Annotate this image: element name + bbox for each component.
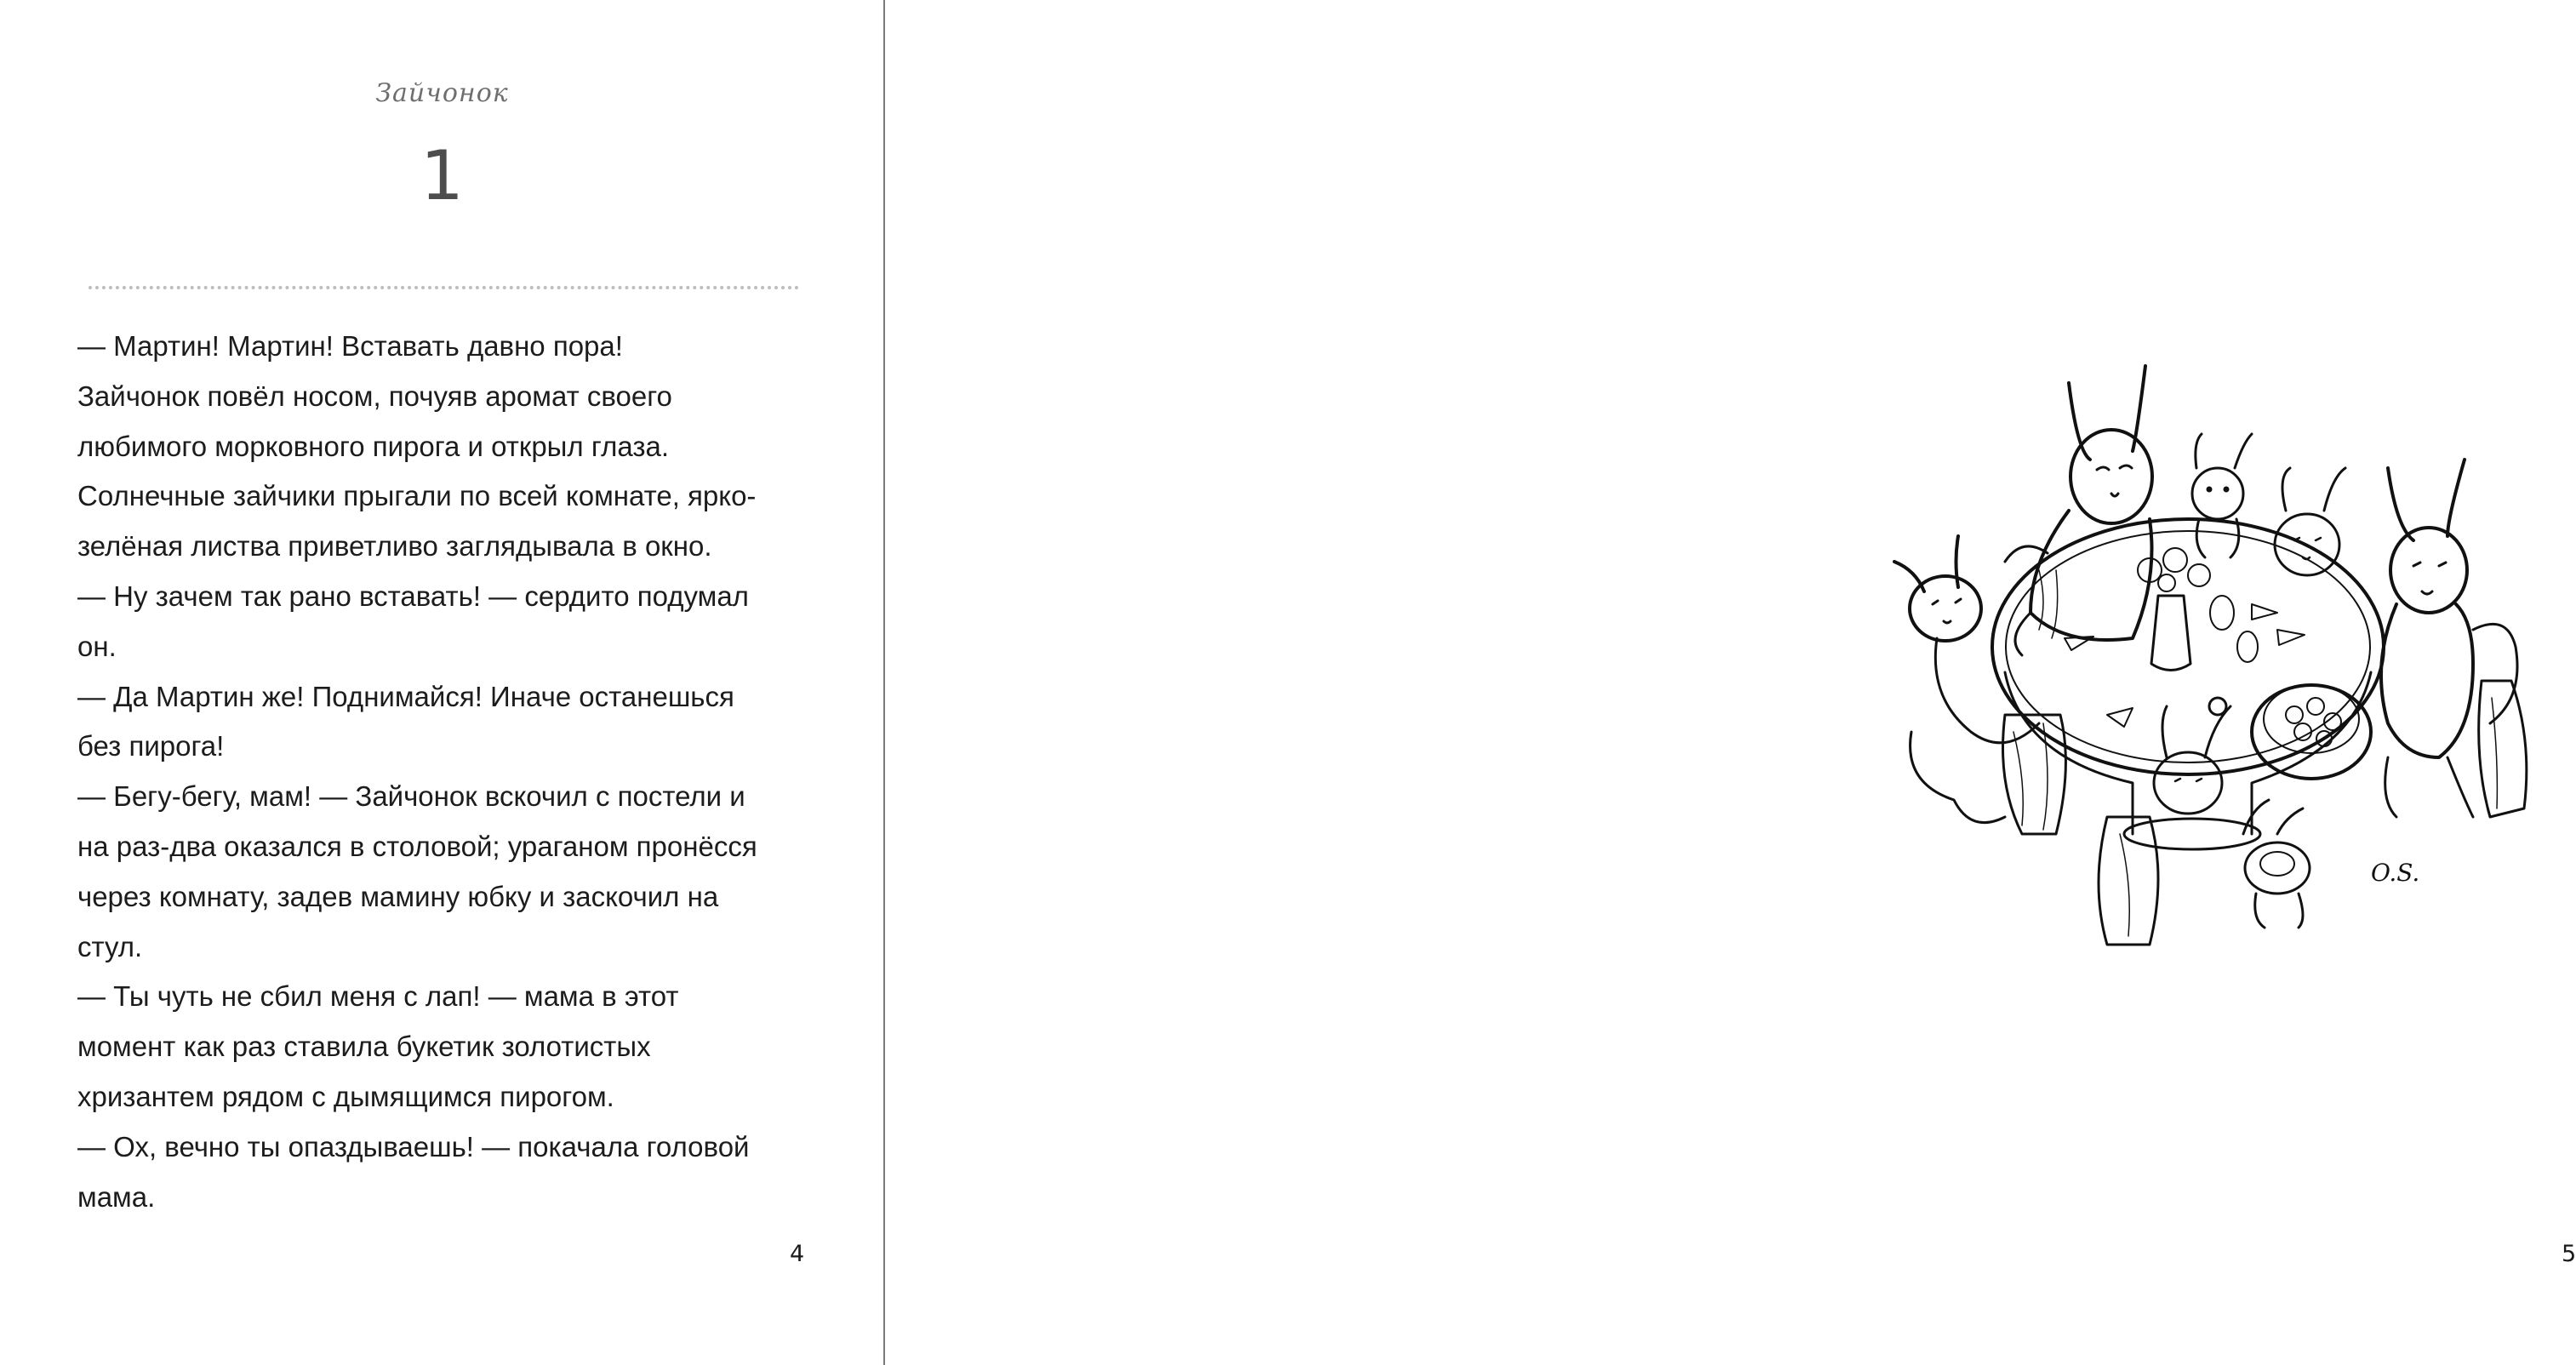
text-line: зелёная листва приветливо заглядывала в окно. xyxy=(77,530,712,563)
chapter-number: 1 xyxy=(420,136,464,215)
text-line: — Ох, вечно ты опаздываешь! — покачала головой xyxy=(77,1130,750,1162)
page-number-left: 4 xyxy=(790,1241,805,1267)
text-line: на раз-два оказался в столовой; ураганом пронёсся xyxy=(77,830,757,862)
dotted-divider xyxy=(89,286,799,289)
page-number-right: 5 xyxy=(2562,1241,2576,1267)
artist-signature: O.S. xyxy=(2371,859,2420,887)
rabbit-family-table-illustration xyxy=(1877,357,2558,970)
text-line: через комнату, задев мамину юбку и заскочил на xyxy=(77,880,719,912)
text-line: момент как раз ставила букетик золотистых xyxy=(77,1031,651,1063)
text-line: любимого морковного пирога и открыл глаза. xyxy=(77,430,670,462)
text-line: хризантем рядом с дымящимся пирогом. xyxy=(77,1080,614,1112)
text-line: — Ну зачем так рано вставать! — сердито подумал xyxy=(77,580,749,612)
text-line: Солнечные зайчики прыгали по всей комнате, ярко- xyxy=(77,480,757,512)
text-line: он. xyxy=(77,630,117,662)
text-line: Зайчонок повёл носом, почуяв аромат своего xyxy=(77,380,672,412)
text-line: — Да Мартин же! Поднимайся! Иначе останешься xyxy=(77,680,734,712)
text-line: — Мартин! Мартин! Вставать давно пора! xyxy=(77,330,623,362)
text-line: — Бегу-бегу, мам! — Зайчонок вскочил с постели и xyxy=(77,780,745,813)
running-head: Зайчонок xyxy=(375,78,509,108)
text-line: стул. xyxy=(77,930,143,962)
text-line: без пирога! xyxy=(77,730,225,762)
left-page xyxy=(0,0,884,1365)
right-page xyxy=(885,0,2576,1365)
flower-vase xyxy=(2151,596,2190,671)
text-line: мама. xyxy=(77,1180,156,1213)
text-line: — Ты чуть не сбил меня с лап! — мама в этот xyxy=(77,980,679,1013)
chapter-text xyxy=(77,322,809,1222)
